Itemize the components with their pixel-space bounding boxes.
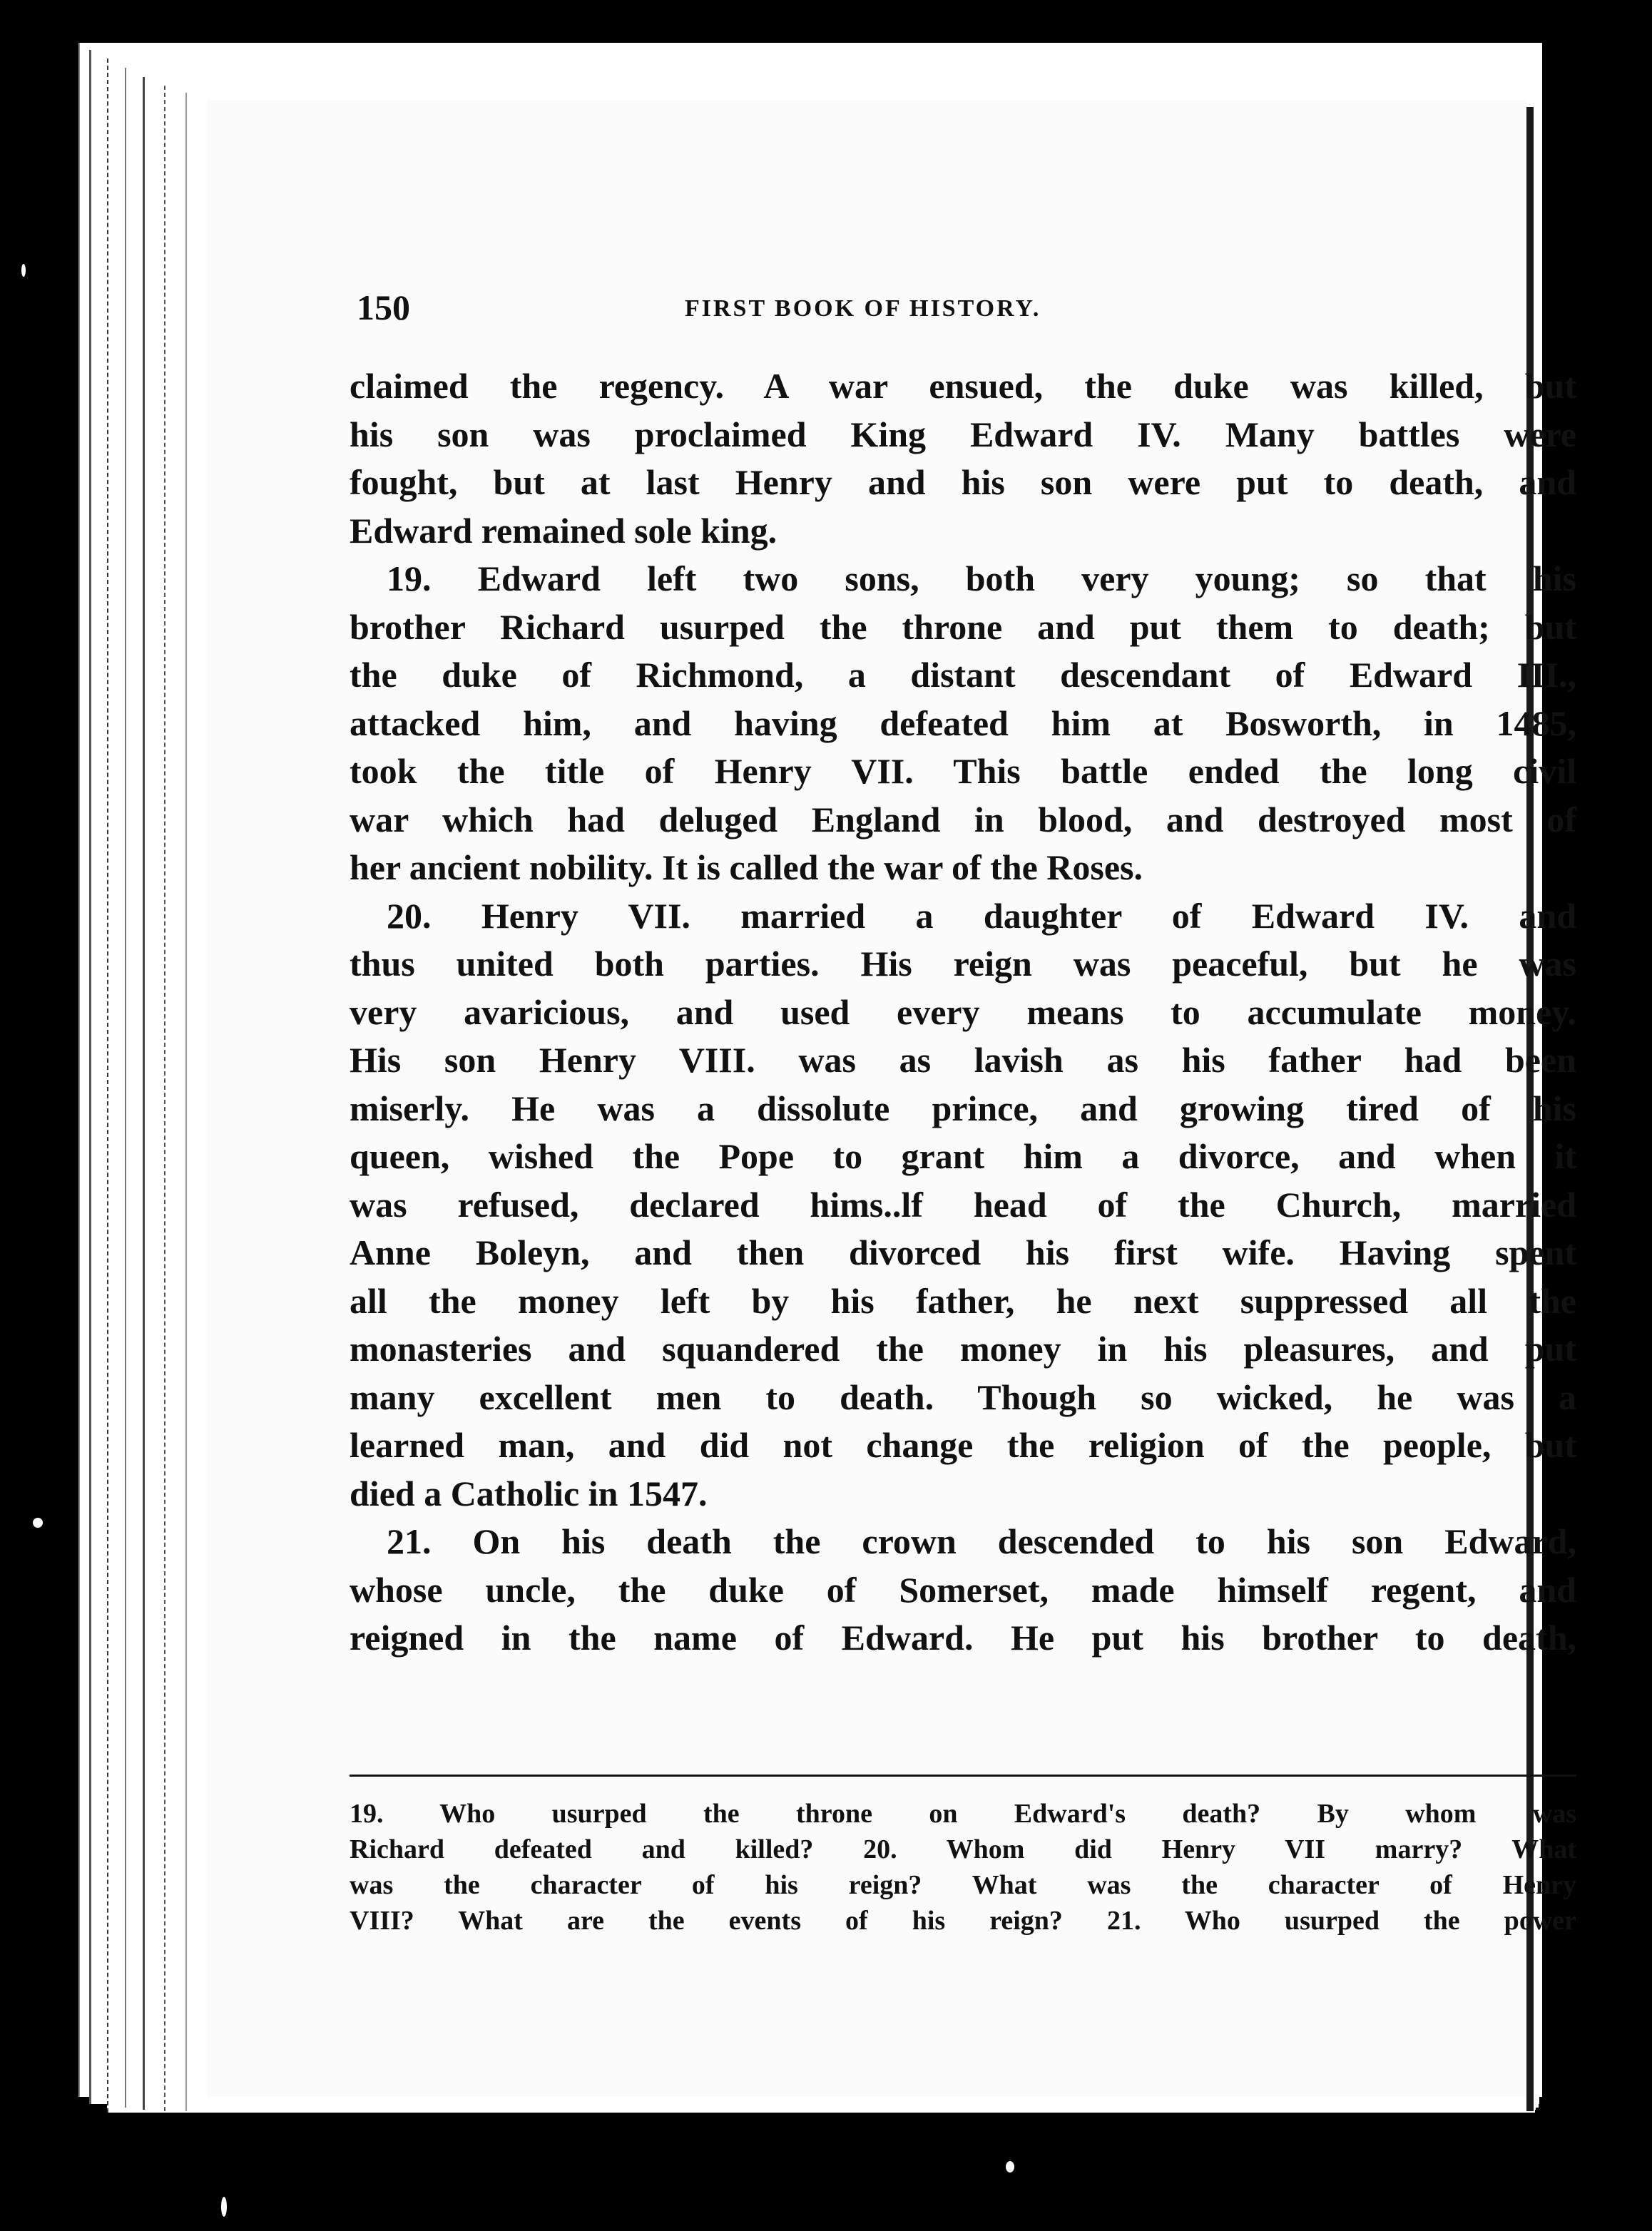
footnote-line: was the character of his reign? What was the character of Henry (350, 1870, 1576, 1900)
footnote-questions (350, 1796, 1576, 1939)
page-number: 150 (357, 287, 410, 327)
body-line: 21. On his death the crown descended to his son Edward, (387, 1521, 1576, 1561)
body-line: Edward remained sole king. (350, 510, 777, 551)
body-line: reigned in the name of Edward. He put his brother to death, (350, 1618, 1576, 1658)
scan-speck (1006, 2161, 1014, 2173)
body-line: many excellent men to death. Though so wicked, he was a (350, 1377, 1576, 1417)
scan-speck (221, 2197, 227, 2217)
body-line: queen, wished the Pope to grant him a divorce, and when it (350, 1136, 1576, 1176)
body-line: whose uncle, the duke of Somerset, made himself regent, and (350, 1569, 1576, 1610)
body-line: very avaricious, and used every means to accumulate money. (350, 991, 1576, 1032)
body-text (350, 362, 1576, 1663)
running-title: FIRST BOOK OF HISTORY. (685, 295, 1041, 322)
body-line: Anne Boleyn, and then divorced his first wife. Having spent (350, 1232, 1576, 1272)
body-line: fought, but at last Henry and his son were put to death, and (350, 462, 1576, 502)
body-line: the duke of Richmond, a distant descendant of Edward III., (350, 655, 1576, 695)
body-line: miserly. He was a dissolute prince, and growing tired of his (350, 1088, 1576, 1128)
body-line: his son was proclaimed King Edward IV. Many battles were (350, 414, 1576, 454)
body-line: learned man, and did not change the religion of the people, but (350, 1425, 1576, 1465)
scan-speck (21, 264, 26, 277)
book-page (207, 100, 1576, 2097)
body-line: attacked him, and having defeated him at Bosworth, in 1485, (350, 703, 1576, 743)
footnote-line: 19. Who usurped the throne on Edward's death? By whom was (350, 1799, 1576, 1829)
footnote-divider (350, 1775, 1576, 1777)
body-line: all the money left by his father, he next suppressed all the (350, 1280, 1576, 1321)
body-line: 19. Edward left two sons, both very young; so that his (387, 558, 1576, 598)
page-header (357, 287, 1427, 337)
body-line: 20. Henry VII. married a daughter of Edward IV. and (387, 895, 1576, 936)
body-line: died a Catholic in 1547. (350, 1473, 708, 1513)
footnote-line: Richard defeated and killed? 20. Whom did Henry VII marry? What (350, 1834, 1576, 1864)
body-line: took the title of Henry VII. This battle ended the long civil (350, 751, 1576, 791)
body-line: brother Richard usurped the throne and put them to death; but (350, 606, 1576, 647)
body-line: thus united both parties. His reign was peaceful, but he was (350, 944, 1576, 984)
body-line: war which had deluged England in blood, and destroyed most of (350, 799, 1576, 839)
body-line: her ancient nobility. It is called the war of the Roses. (350, 847, 1143, 887)
scan-speck (33, 1518, 43, 1528)
body-line: His son Henry VIII. was as lavish as his father had been (350, 1040, 1576, 1080)
body-line: monasteries and squandered the money in his pleasures, and put (350, 1329, 1576, 1369)
body-line: was refused, declared hims..lf head of the Church, married (350, 1184, 1576, 1225)
footnote-line: VIII? What are the events of his reign? 21. Who usurped the power (350, 1906, 1576, 1936)
body-line: claimed the regency. A war ensued, the duke was killed, but (350, 366, 1576, 406)
